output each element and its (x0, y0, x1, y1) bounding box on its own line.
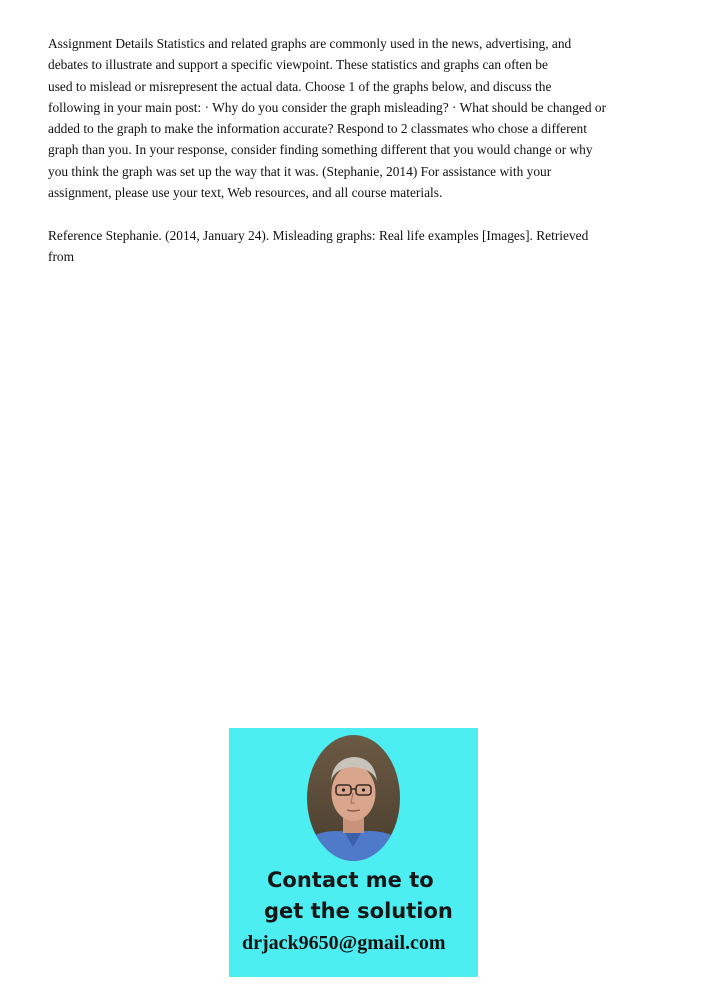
paragraph-line: you think the graph was set up the way that it was. (Stephanie, 2014) For assistance with your (48, 163, 552, 179)
paragraph-line: Assignment Details Statistics and related graphs are commonly used in the news, advertising, and (48, 36, 572, 51)
reference-paragraph (48, 225, 648, 268)
promo-email[interactable]: drjack9650@gmail.com (242, 932, 446, 954)
person-photo-icon (307, 735, 400, 861)
contact-promo-banner (229, 728, 478, 977)
reference-line: from (48, 249, 75, 265)
paragraph-line: debates to illustrate and support a specific viewpoint. These statistics and graphs can often be (48, 57, 548, 73)
paragraph-line: used to mislead or misrepresent the actual data. Choose 1 of the graphs below, and discuss the (48, 78, 552, 94)
reference-line: Reference Stephanie. (2014, January 24). Misleading graphs: Real life examples [Images]. Retrieved (48, 228, 589, 243)
paragraph-line: following in your main post: · Why do you consider the graph misleading? · What should be changed or (48, 99, 607, 115)
paragraph-line: graph than you. In your response, consider finding something different that you would change or why (48, 142, 593, 158)
assignment-details-paragraph (48, 33, 648, 203)
paragraph-line: added to the graph to make the information accurate? Respond to 2 classmates who chose a different (48, 121, 587, 137)
promo-headline-line-1: Contact me to (267, 868, 434, 892)
promo-headline-line-2: get the solution (264, 899, 453, 923)
paragraph-line: assignment, please use your text, Web resources, and all course materials. (48, 185, 443, 201)
